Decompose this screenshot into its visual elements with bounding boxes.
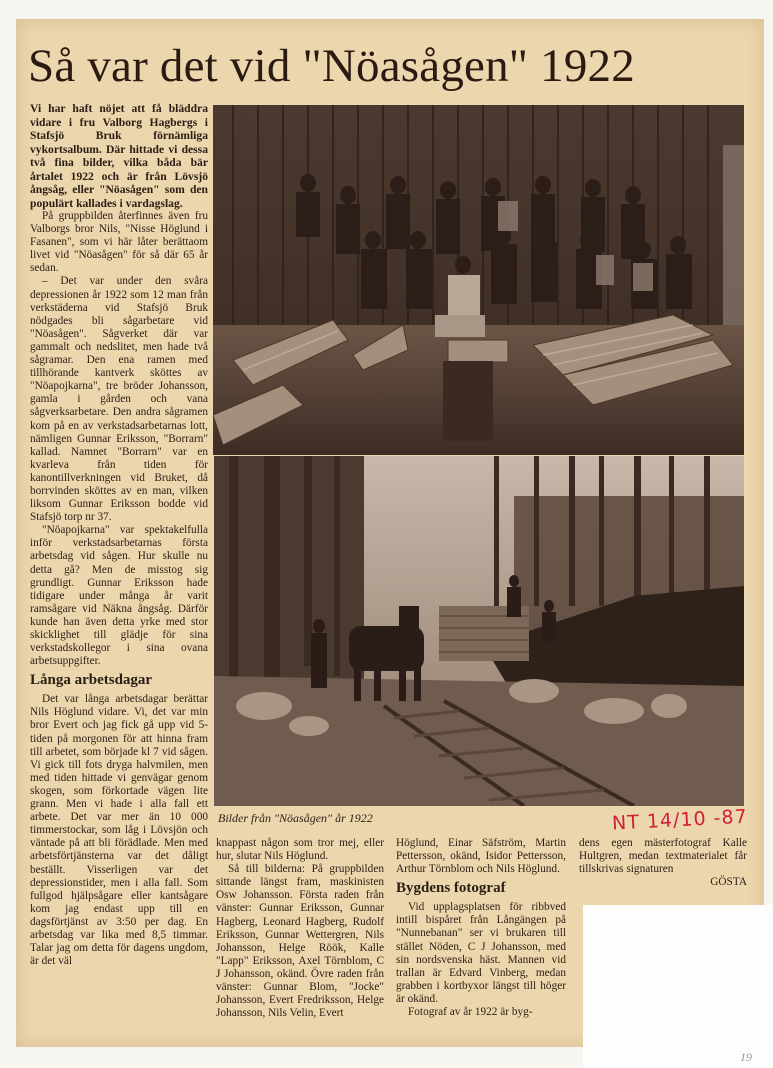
body-paragraph: – Det var under den svåra depressionen år 1922 som 12 man från verkstäderna vid Stafsjö Bruk nödgades bli sågarbetare vid "Nöasågen". Sågverket där var gammalt och nedslitet, men hade två sågramar. Den ena ramen med tillhörande kantverk sköttes av "Nöapojkarna", tre bröder Johansson, gamla i gården och vana sågverksarbetare. Den andra sågramen kom på en av verkstadsarbetarnas lott, nämligen Gunnar Eriksson, "Borrarn" kallad. Namnet "Borrarn" var en kvarleva från tiden för kanontillverkningen vid Bruket, då borrvinden sköttes av en man, vilken liksom Gunnar Eriksson bodde vid Stafsjö torp nr 37. [30,275,208,524]
body-paragraph: Vid upplagsplatsen för ribbved intill bispåret från Långängen på "Nunnebanan" ser vi brukaren till stället Nöden, C J Johansson, med sin nordsvenska häst. Mannen vid trallan är Edvard Vinberg, medan grabben i kortbyxor längst till höger är okänd. [396,901,566,1005]
body-paragraph: Det var långa arbetsdagar berättar Nils Höglund vidare. Vi, det var min bror Evert och jag fick gå upp vid 5-tiden på morgonen för att hinna fram till arbetet, som började kl 7 vid sågen. Vi gick till fots dryga halvmilen, men med tiden hittade vi genvägar genom skogen, som förkortade vägen lite grann. Men vi hade i alla fall ett arbete. Det var mer än 10 000 timmerstockar, som låg i Lövsjön och väntade på att bli förädlade. Men med arbetsförtjänsterna var det dåligt beställt. Visserligen var det depressionstider, men i alla fall. Som fullgod hjälpsågare eller kantsågare kom jag endast upp till en dagsförtjänst av 3:50 per dag. En arbetsdag var lika med 8,5 timmar. Talar jag om detta för dagens ungdom, är det väl [30,693,208,968]
lead-paragraph: Vi har haft nöjet att få bläddra vidare i fru Valborg Hagbergs i Stafsjö Bruk förnämliga vykortsalbum. Där hittade vi dessa två fina bilder, vilka båda bär årtalet 1922 och är från Lövsjö ångsåg, eller "Nöasågen" som den populärt kallades i vardagslag. [30,102,208,210]
handwritten-note: NT 14/10 -87 [611,805,749,835]
body-paragraph: Fotograf av år 1922 är byg- [408,1006,533,1019]
text-column-1 [30,102,208,1040]
scan-blank-area [583,905,773,1068]
body-paragraph: Så till bilderna: På gruppbilden sittande längst fram, maskinisten Osw Johansson. Första raden från vänster: Gunnar Eriksson, Gunnar Hagberg, Leonard Hagberg, Rudolf Eriksson, Gunnar Wettergren, Nils Johansson, Helge Röök, Kalle "Lapp" Eriksson, Axel Törnblom, C J Johansson, okänd. Övre raden från vänster: Gunnar Blom, "Jocke" Johansson, Evert Fredriksson, Helge Johansson, Nils Velin, Evert [216,863,384,1020]
body-paragraph: "Nöapojkarna" var spektakelfulla inför verkstadsarbetarnas första arbetsdag vid sågen. Hur skulle nu detta gå? Men de misstog sig grundligt. Gunnar Eriksson hade tidigare under många år varit ramsågare vid Näkna ångsåg. Därför kunde han även detta yrke med stor skicklighet till glädje för sina verkstadskollegor i sina ovana arbetsuppgifter. [30,524,208,668]
text-column-4 [579,837,747,897]
body-paragraph: På gruppbilden återfinnes även fru Valborgs bror Nils, "Nisse Höglund i Fasanen", som vi här låter berättaom livet vid "Nöasågen" för så där 65 år sedan. [30,210,208,275]
body-paragraph: knappast någon som tror mej, eller hur, slutar Nils Höglund. [216,837,384,863]
subheading: Långa arbetsdagar [30,672,153,689]
body-paragraph: Höglund, Einar Säfström, Martin Pettersson, okänd, Isidor Pettersson, Arthur Törnblom och Nils Höglund. [396,837,566,876]
page-number: 19 [740,1050,752,1064]
headline: Så var det vid "Nöasågen" 1922 [28,40,635,92]
text-column-3 [396,837,566,1042]
body-paragraph: dens egen mästerfotograf Kalle Hultgren, medan textmaterialet får tillskrivas signaturen [579,837,747,876]
subheading: Bygdens fotograf [396,880,506,897]
author-signature: GÖSTA [710,876,747,889]
forest-photo [214,456,744,806]
text-column-2 [216,837,384,1042]
group-photo [213,105,744,455]
photo-caption: Bilder från "Nöasågen" år 1922 [218,811,373,825]
